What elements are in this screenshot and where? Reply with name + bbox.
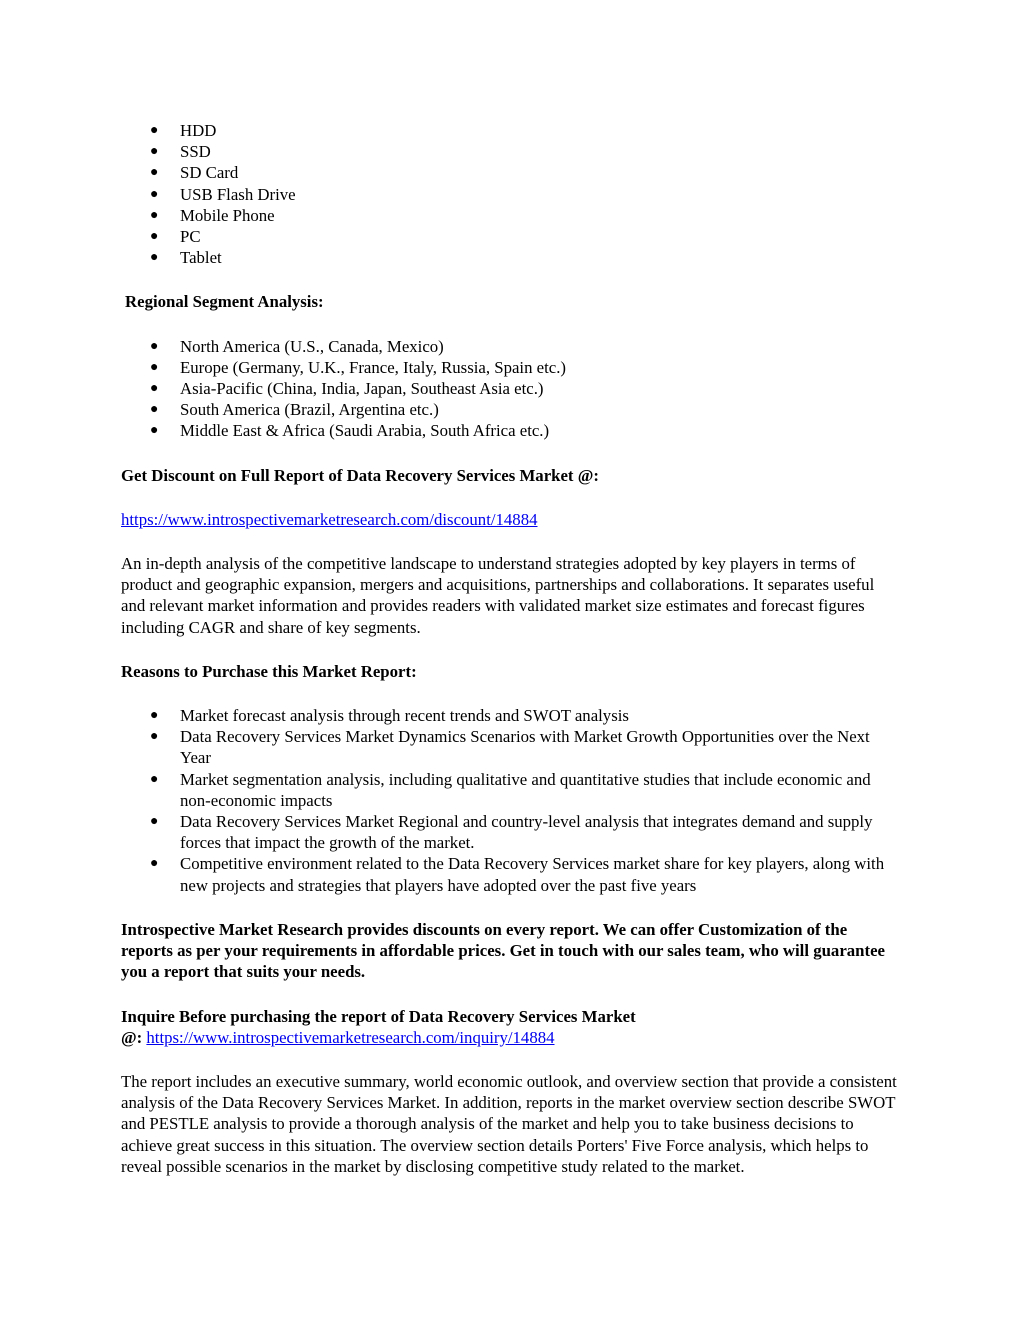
regional-heading: Regional Segment Analysis: bbox=[125, 292, 324, 312]
list-item: ● Mobile Phone bbox=[150, 205, 275, 225]
list-item: ● PC bbox=[150, 227, 201, 247]
analysis-paragraph: An in-depth analysis of the competitive landscape to understand strategies adopted by key players in terms of product and geographic expansion, mergers and acquisitions, partnerships and collaborations. It separates useful and relevant market information and provides readers with validated market size estimates and forecast figures including CAGR and share of key segments. bbox=[121, 554, 875, 637]
reasons-list bbox=[121, 705, 901, 896]
bullet-icon: ● bbox=[150, 250, 159, 266]
types-list bbox=[121, 120, 901, 268]
bullet-icon: ● bbox=[150, 229, 159, 245]
inquiry-link[interactable]: https://www.introspectivemarketresearch.com/inquiry/14884 bbox=[146, 1027, 555, 1047]
inquire-block bbox=[121, 1006, 901, 1048]
discount-heading: Get Discount on Full Report of Data Recovery Services Market @: bbox=[121, 465, 599, 485]
list-item: ● HDD bbox=[150, 121, 217, 140]
document-page bbox=[121, 120, 901, 1177]
bullet-icon: ● bbox=[150, 359, 159, 375]
bullet-icon: ● bbox=[150, 338, 159, 354]
list-item: ● Data Recovery Services Market Dynamics Scenarios with Market Growth Opportunities over the Next Year bbox=[150, 727, 870, 768]
inquire-heading: Inquire Before purchasing the report of Data Recovery Services Market bbox=[121, 1006, 636, 1026]
bullet-icon: ● bbox=[150, 123, 159, 138]
bullet-icon: ● bbox=[150, 207, 159, 223]
summary-paragraph: The report includes an executive summary, world economic outlook, and overview section that provide a consistent analysis of the Data Recovery Services Market. In addition, reports in the market overview section describe SWOT and PESTLE analysis to provide a thorough analysis of the market and help you to take business decisions to achieve great success in this situation. The overview section details Porters' Five Force analysis, which helps to reveal possible scenarios in the market by disclosing competitive study related to the market. bbox=[121, 1071, 897, 1176]
list-item: ● Middle East & Africa (Saudi Arabia, South Africa etc.) bbox=[150, 421, 550, 441]
bullet-icon: ● bbox=[150, 165, 159, 181]
reasons-heading: Reasons to Purchase this Market Report: bbox=[121, 661, 417, 681]
list-item: ● SD Card bbox=[150, 163, 239, 183]
regional-list bbox=[121, 336, 901, 442]
inquire-prefix: @: bbox=[121, 1027, 143, 1047]
bullet-icon: ● bbox=[150, 144, 159, 160]
list-item: ● Market segmentation analysis, including qualitative and quantitative studies that include economic and non-economic impacts bbox=[150, 769, 871, 810]
list-item: ● North America (U.S., Canada, Mexico) bbox=[150, 336, 444, 356]
list-item: ● SSD bbox=[150, 142, 211, 162]
bullet-icon: ● bbox=[150, 186, 159, 202]
bullet-icon: ● bbox=[150, 423, 159, 439]
list-item: ● USB Flash Drive bbox=[150, 184, 296, 204]
bullet-icon: ● bbox=[150, 381, 159, 397]
list-item: ● Market forecast analysis through recent trends and SWOT analysis bbox=[150, 706, 629, 726]
customization-note: Introspective Market Research provides discounts on every report. We can offer Customization of the reports as per your requirements in affordable prices. Get in touch with our sales team, who will guarantee you a report that suits your needs. bbox=[121, 919, 885, 982]
list-item: ● Data Recovery Services Market Regional and country-level analysis that integrates demand and supply forces that impact the growth of the market. bbox=[150, 812, 873, 853]
discount-link[interactable]: https://www.introspectivemarketresearch.com/discount/14884 bbox=[121, 509, 538, 529]
bullet-icon: ● bbox=[150, 402, 159, 418]
list-item: ● Tablet bbox=[150, 248, 222, 268]
bullet-icon: ● bbox=[150, 708, 159, 724]
list-item: ● South America (Brazil, Argentina etc.) bbox=[150, 400, 439, 420]
list-item: ● Asia-Pacific (China, India, Japan, Southeast Asia etc.) bbox=[150, 379, 544, 399]
list-item: ● Competitive environment related to the Data Recovery Services market share for key players, along with new projects and strategies that players have adopted over the past five years bbox=[150, 854, 885, 895]
list-item: ● Europe (Germany, U.K., France, Italy, Russia, Spain etc.) bbox=[150, 357, 567, 377]
bullet-icon: ● bbox=[150, 771, 159, 787]
bullet-icon: ● bbox=[150, 814, 159, 830]
bullet-icon: ● bbox=[150, 856, 159, 872]
bullet-icon: ● bbox=[150, 729, 159, 745]
